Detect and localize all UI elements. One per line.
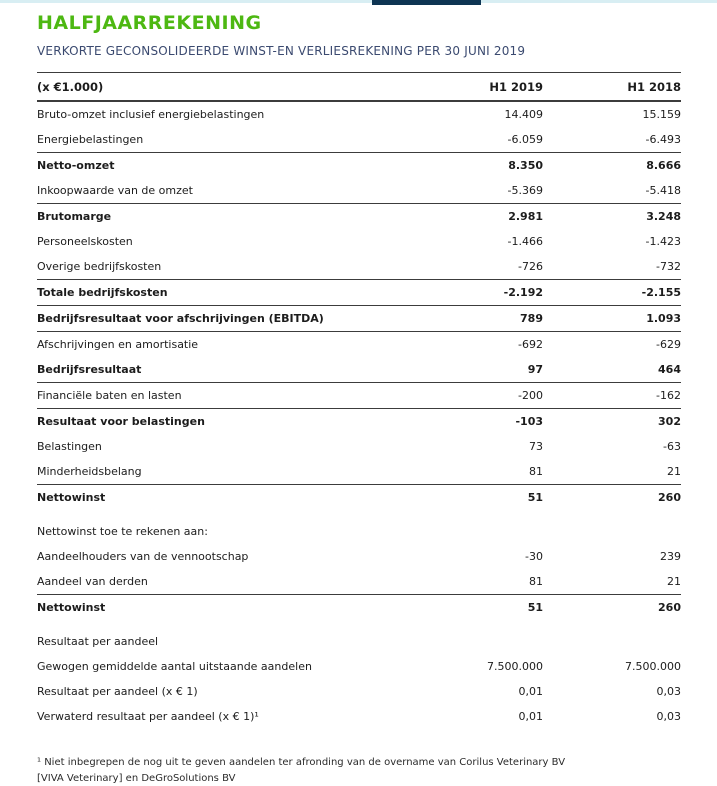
value-h1-2019: 81 xyxy=(433,465,543,478)
section-label-row xyxy=(37,519,681,544)
value-h1-2019: 2.981 xyxy=(433,210,543,223)
row-label: Personeelskosten xyxy=(37,235,433,248)
row-label: Resultaat voor belastingen xyxy=(37,415,433,428)
row-label: Gewogen gemiddelde aantal uitstaande aandelen xyxy=(37,660,433,673)
value-h1-2019: 14.409 xyxy=(433,108,543,121)
row-label: Verwaterd resultaat per aandeel (x € 1)¹ xyxy=(37,710,433,723)
table-row xyxy=(37,485,681,510)
table-row xyxy=(37,102,681,127)
table-row xyxy=(37,383,681,409)
financial-table xyxy=(37,72,681,729)
value-h1-2019: -103 xyxy=(433,415,543,428)
row-label: Bruto-omzet inclusief energiebelastingen xyxy=(37,108,433,121)
value-h1-2018: 464 xyxy=(543,363,681,376)
table-row xyxy=(37,178,681,204)
page-content xyxy=(37,12,681,786)
row-label: Overige bedrijfskosten xyxy=(37,260,433,273)
value-h1-2018: 15.159 xyxy=(543,108,681,121)
value-h1-2018: 21 xyxy=(543,575,681,588)
value-h1-2018: 239 xyxy=(543,550,681,563)
row-label: Bedrijfsresultaat xyxy=(37,363,433,376)
value-h1-2018: 0,03 xyxy=(543,710,681,723)
value-h1-2019: -2.192 xyxy=(433,286,543,299)
unit-label: (x €1.000) xyxy=(37,80,433,94)
row-label: Minderheidsbelang xyxy=(37,465,433,478)
value-h1-2018: -5.418 xyxy=(543,184,681,197)
table-row xyxy=(37,306,681,332)
value-h1-2019: -5.369 xyxy=(433,184,543,197)
table-body xyxy=(37,102,681,729)
table-header-row xyxy=(37,72,681,102)
table-row xyxy=(37,409,681,434)
value-h1-2018: 21 xyxy=(543,465,681,478)
row-label: Totale bedrijfskosten xyxy=(37,286,433,299)
value-h1-2019: -726 xyxy=(433,260,543,273)
value-h1-2019: -1.466 xyxy=(433,235,543,248)
value-h1-2018: 0,03 xyxy=(543,685,681,698)
top-navy-bar xyxy=(372,0,481,5)
value-h1-2018: -2.155 xyxy=(543,286,681,299)
row-label: Nettowinst toe te rekenen aan: xyxy=(37,525,681,538)
table-row xyxy=(37,704,681,729)
table-row xyxy=(37,595,681,620)
value-h1-2019: 73 xyxy=(433,440,543,453)
row-label: Nettowinst xyxy=(37,491,433,504)
value-h1-2018: -629 xyxy=(543,338,681,351)
table-row xyxy=(37,229,681,254)
value-h1-2019: 81 xyxy=(433,575,543,588)
value-h1-2019: -30 xyxy=(433,550,543,563)
row-label: Netto-omzet xyxy=(37,159,433,172)
value-h1-2019: 51 xyxy=(433,601,543,614)
value-h1-2018: -6.493 xyxy=(543,133,681,146)
value-h1-2019: 8.350 xyxy=(433,159,543,172)
section-label-row xyxy=(37,629,681,654)
table-row xyxy=(37,280,681,306)
row-label: Energiebelastingen xyxy=(37,133,433,146)
value-h1-2019: -200 xyxy=(433,389,543,402)
row-label: Aandeel van derden xyxy=(37,575,433,588)
table-row xyxy=(37,459,681,485)
footnote xyxy=(37,755,681,786)
footnote-line-2: [VIVA Veterinary] en DeGroSolutions BV xyxy=(37,771,681,786)
column-header-h1-2018: H1 2018 xyxy=(543,80,681,94)
row-label: Belastingen xyxy=(37,440,433,453)
value-h1-2019: 789 xyxy=(433,312,543,325)
value-h1-2019: 0,01 xyxy=(433,710,543,723)
table-row xyxy=(37,679,681,704)
table-row xyxy=(37,204,681,229)
value-h1-2019: 7.500.000 xyxy=(433,660,543,673)
row-label: Resultaat per aandeel xyxy=(37,635,681,648)
value-h1-2019: 97 xyxy=(433,363,543,376)
table-row xyxy=(37,332,681,357)
row-label: Financiële baten en lasten xyxy=(37,389,433,402)
value-h1-2018: -732 xyxy=(543,260,681,273)
row-label: Resultaat per aandeel (x € 1) xyxy=(37,685,433,698)
row-label: Afschrijvingen en amortisatie xyxy=(37,338,433,351)
table-row xyxy=(37,654,681,679)
value-h1-2018: -1.423 xyxy=(543,235,681,248)
value-h1-2018: 302 xyxy=(543,415,681,428)
table-row xyxy=(37,127,681,153)
row-label: Inkoopwaarde van de omzet xyxy=(37,184,433,197)
value-h1-2019: -692 xyxy=(433,338,543,351)
value-h1-2019: -6.059 xyxy=(433,133,543,146)
value-h1-2018: 260 xyxy=(543,601,681,614)
value-h1-2019: 51 xyxy=(433,491,543,504)
page-title: HALFJAARREKENING xyxy=(37,12,681,34)
value-h1-2018: 7.500.000 xyxy=(543,660,681,673)
row-label: Brutomarge xyxy=(37,210,433,223)
table-row xyxy=(37,357,681,383)
page-subtitle: VERKORTE GECONSOLIDEERDE WINST-EN VERLIESREKENING PER 30 JUNI 2019 xyxy=(37,44,681,58)
table-row xyxy=(37,254,681,280)
table-row xyxy=(37,434,681,459)
column-header-h1-2019: H1 2019 xyxy=(433,80,543,94)
top-accent-line xyxy=(0,0,717,3)
row-label: Aandeelhouders van de vennootschap xyxy=(37,550,433,563)
value-h1-2018: -63 xyxy=(543,440,681,453)
value-h1-2018: 8.666 xyxy=(543,159,681,172)
value-h1-2018: -162 xyxy=(543,389,681,402)
row-label: Nettowinst xyxy=(37,601,433,614)
table-row xyxy=(37,544,681,569)
value-h1-2018: 3.248 xyxy=(543,210,681,223)
row-label: Bedrijfsresultaat voor afschrijvingen (EBITDA) xyxy=(37,312,433,325)
table-row xyxy=(37,153,681,178)
footnote-line-1: ¹ Niet inbegrepen de nog uit te geven aandelen ter afronding van de overname van Corilus Veterinary BV xyxy=(37,755,681,771)
value-h1-2018: 1.093 xyxy=(543,312,681,325)
value-h1-2019: 0,01 xyxy=(433,685,543,698)
table-row xyxy=(37,569,681,595)
value-h1-2018: 260 xyxy=(543,491,681,504)
